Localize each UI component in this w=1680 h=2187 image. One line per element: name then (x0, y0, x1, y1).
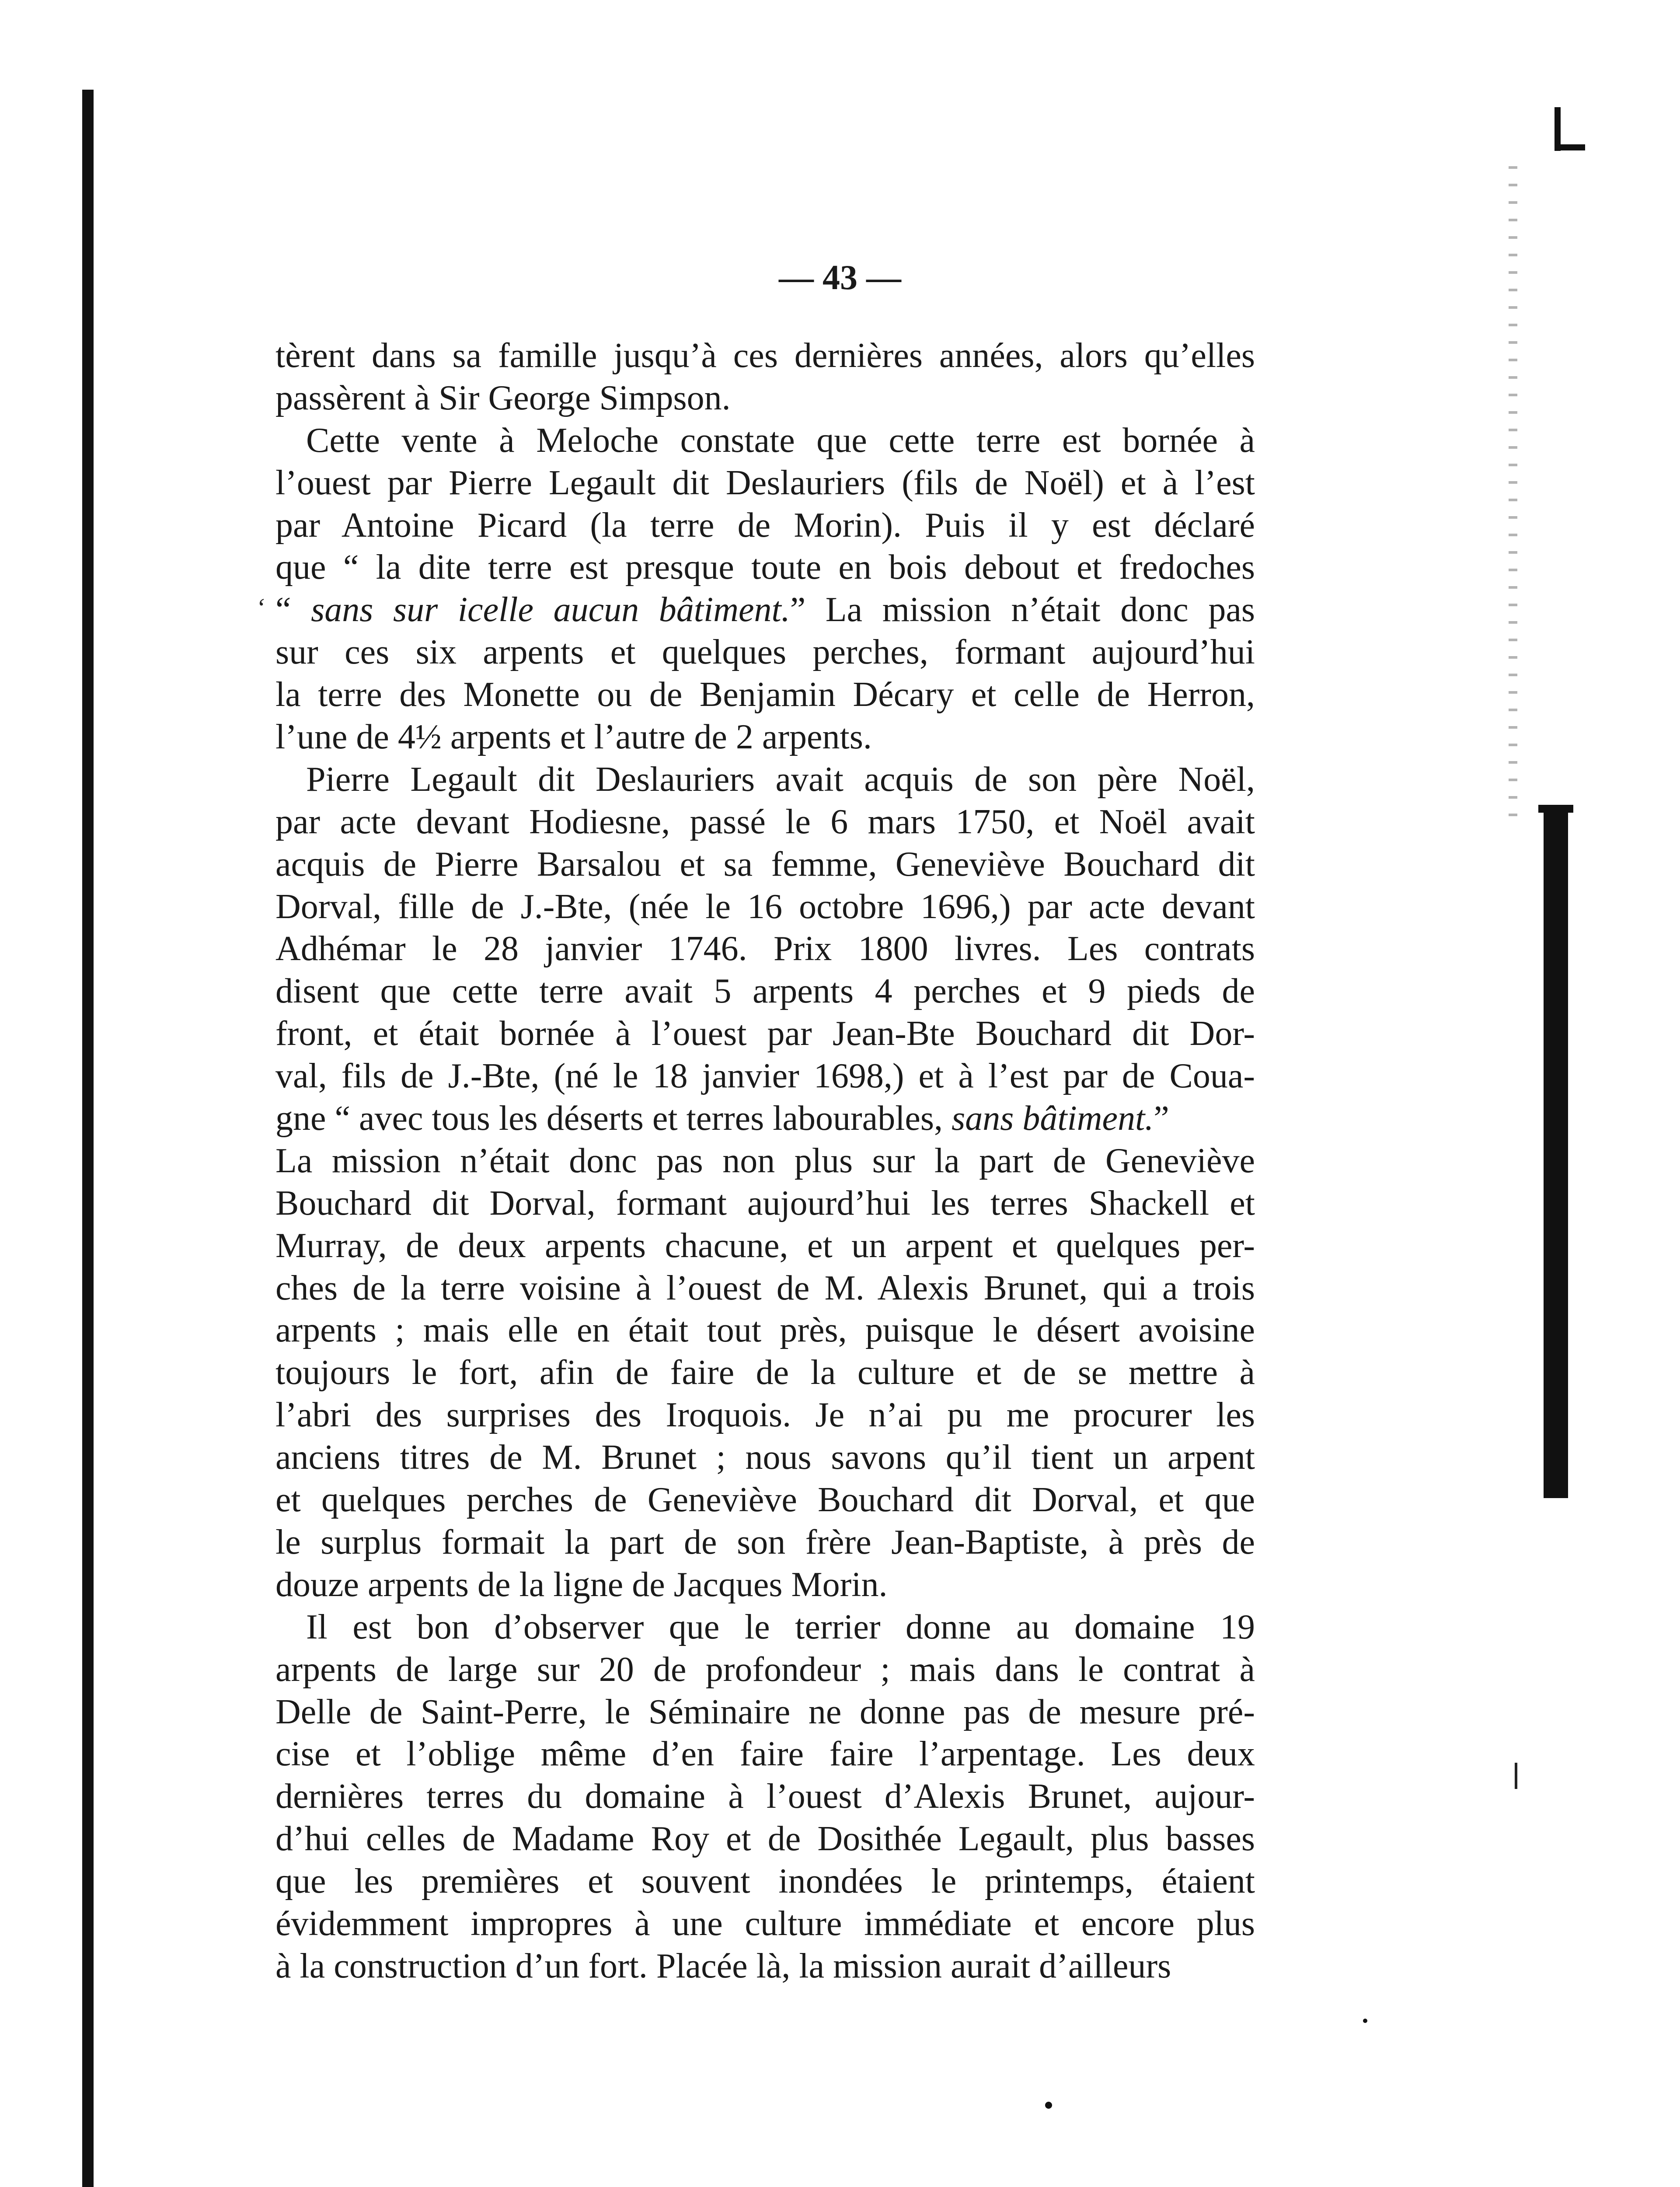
text-line: toujours le fort, afin de faire de la culture et de se mettre à (275, 1353, 1255, 1392)
text-line-segment: gne “ avec tous les déserts et terres labourables, (275, 1099, 952, 1138)
text-line-segment: “ (275, 590, 311, 629)
text-line: arpents ; mais elle en était tout près, puisque le désert avoisine (275, 1311, 1255, 1350)
page-number: — 43 — (779, 259, 901, 297)
text-line: l’une de 4½ arpents et l’autre de 2 arpents. (275, 718, 872, 757)
body-text (275, 335, 1255, 1988)
text-line: l’ouest par Pierre Legault dit Deslauriers (fils de Noël) et à l’est (275, 463, 1255, 502)
text-line: Pierre Legault dit Deslauriers avait acquis de son père Noël, (306, 760, 1255, 799)
text-line: à la construction d’un fort. Placée là, la mission aurait d’ailleurs (275, 1946, 1171, 1985)
text-line: d’hui celles de Madame Roy et de Dosithée Legault, plus basses (275, 1820, 1255, 1859)
text-line: passèrent à Sir George Simpson. (275, 378, 731, 417)
text-line: val, fils de J.-Bte, (né le 18 janvier 1698,) et à l’est par de Coua- (275, 1057, 1255, 1096)
text-line: Delle de Saint-Perre, le Séminaire ne donne pas de mesure pré- (275, 1692, 1255, 1731)
text-line: dernières terres du domaine à l’ouest d’Alexis Brunet, aujour- (275, 1777, 1255, 1816)
text-line: sur ces six arpents et quelques perches, formant aujourd’hui (275, 633, 1255, 672)
ink-dot (1363, 2019, 1367, 2023)
text-line: douze arpents de la ligne de Jacques Morin. (275, 1565, 888, 1604)
text-line: Adhémar le 28 janvier 1746. Prix 1800 livres. Les contrats (275, 929, 1255, 968)
text-line: l’abri des surprises des Iroquois. Je n’ai pu me procurer les (275, 1396, 1255, 1435)
text-line: ches de la terre voisine à l’ouest de M. Alexis Brunet, qui a trois (275, 1268, 1255, 1307)
text-line (275, 1097, 1255, 1140)
text-line: et quelques perches de Geneviève Bouchard dit Dorval, et que (275, 1481, 1255, 1520)
text-line: Cette vente à Meloche constate que cette terre est bornée à (306, 421, 1255, 460)
text-line-segment: ” La mission n’était donc pas (790, 590, 1255, 629)
text-line: Bouchard dit Dorval, formant aujourd’hui les terres Shackell et (275, 1184, 1255, 1223)
text-line: arpents de large sur 20 de profondeur ; mais dans le contrat à (275, 1650, 1255, 1689)
text-line: par Antoine Picard (la terre de Morin). Puis il y est déclaré (275, 506, 1255, 545)
text-line: acquis de Pierre Barsalou et sa femme, Geneviève Bouchard dit (275, 845, 1255, 884)
text-line: Dorval, fille de J.-Bte, (née le 16 octobre 1696,) par acte devant (275, 887, 1255, 926)
scan-bar-right (1544, 811, 1568, 1498)
text-line: la terre des Monette ou de Benjamin Décary et celle de Herron, (275, 675, 1255, 714)
scan-corner-mark-foot (1555, 144, 1585, 150)
text-line: que “ la dite terre est presque toute en bois debout et fredoches (275, 548, 1255, 587)
text-line: que les premières et souvent inondées le printemps, étaient (275, 1862, 1255, 1901)
text-line: Il est bon d’observer que le terrier donne au domaine 19 (306, 1607, 1255, 1646)
text-line: La mission n’était donc pas non plus sur la part de Geneviève (275, 1141, 1255, 1180)
text-line: Murray, de deux arpents chacune, et un arpent et quelques per- (275, 1226, 1255, 1265)
text-line: anciens titres de M. Brunet ; nous savons qu’il tient un arpent (275, 1438, 1255, 1477)
text-line: front, et était bornée à l’ouest par Jean-Bte Bouchard dit Dor- (275, 1014, 1255, 1053)
italic-text: sans bâtiment. (952, 1099, 1154, 1138)
scan-tick-right (1515, 1763, 1517, 1789)
text-line: le surplus formait la part de son frère Jean-Baptiste, à près de (275, 1523, 1255, 1562)
margin-mark: ‘ (256, 593, 265, 622)
ink-dot (1045, 2102, 1052, 2109)
text-line: disent que cette terre avait 5 arpents 4 perches et 9 pieds de (275, 972, 1255, 1011)
italic-text: sans sur icelle aucun bâtiment. (311, 590, 790, 629)
scan-edge-left (82, 90, 94, 2187)
text-line: évidemment impropres à une culture immédiate et encore plus (275, 1904, 1255, 1943)
text-line: tèrent dans sa famille jusqu’à ces dernières années, alors qu’elles (275, 336, 1255, 375)
text-line-segment: ” (1154, 1099, 1169, 1138)
text-line (275, 589, 1255, 631)
text-line: cise et l’oblige même d’en faire faire l’arpentage. Les deux (275, 1735, 1255, 1774)
text-line: par acte devant Hodiesne, passé le 6 mars 1750, et Noël avait (275, 802, 1255, 841)
